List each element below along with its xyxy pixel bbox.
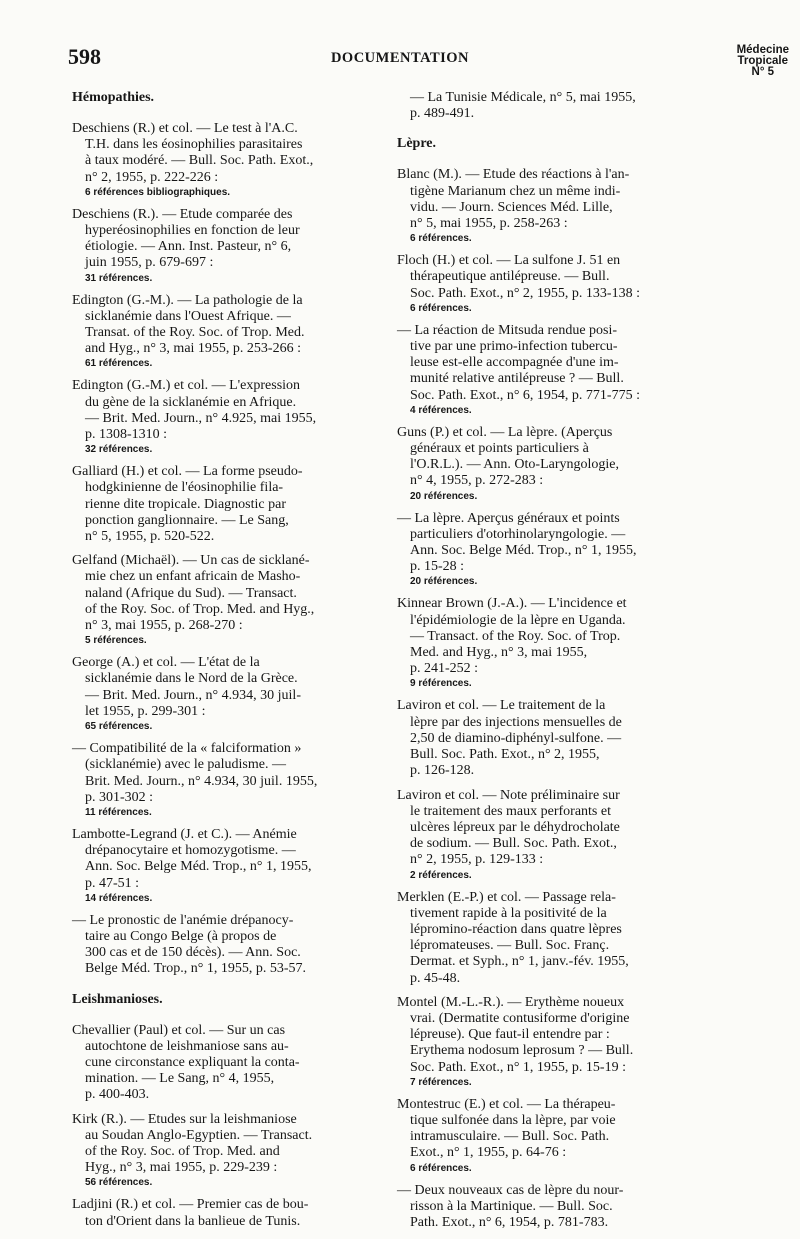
section-heading: Hémopathies. bbox=[72, 90, 155, 105]
journal-label bbox=[737, 45, 789, 78]
entry-line: du gène de la sicklanémie en Afrique. bbox=[85, 394, 297, 410]
reference-count: 65 références. bbox=[85, 721, 153, 733]
entry-line: p. 400-403. bbox=[85, 1087, 150, 1103]
entry-line: n° 5, 1955, p. 520-522. bbox=[85, 529, 215, 545]
journal-line: N° 5 bbox=[751, 66, 775, 78]
reference-count: 61 références. bbox=[85, 358, 153, 370]
entry-line: tivement rapide à la positivité de la bbox=[410, 905, 607, 921]
bibliography-entry bbox=[72, 1023, 377, 1104]
entry-first-line: — La réaction de Mitsuda rendue posi- bbox=[397, 322, 618, 338]
section-heading: Lèpre. bbox=[397, 136, 437, 152]
entry-line: p. 15-28 : bbox=[410, 559, 465, 575]
entry-line: lèpre par des injections mensuelles de bbox=[410, 714, 622, 730]
entry-line: tique sulfonée dans la lèpre, par voie bbox=[410, 1112, 616, 1128]
entry-line: lépromino-réaction dans quatre lèpres bbox=[410, 921, 622, 937]
bibliography-entry bbox=[397, 698, 702, 779]
entry-line: Soc. Path. Exot., n° 6, 1954, p. 771-775 : bbox=[410, 387, 640, 403]
bibliography-entry bbox=[72, 464, 377, 545]
entry-first-line: Edington (G.-M.) et col. — L'expression bbox=[72, 378, 301, 394]
entry-line: étiologie. — Ann. Inst. Pasteur, n° 6, bbox=[85, 239, 292, 255]
bibliography-entry bbox=[72, 1197, 377, 1229]
entry-line: risson à la Martinique. — Bull. Soc. bbox=[410, 1198, 613, 1214]
bibliography-entry bbox=[397, 425, 702, 503]
entry-line: Exot., n° 1, 1955, p. 64-76 : bbox=[410, 1145, 567, 1161]
bibliography-entry bbox=[72, 655, 377, 733]
entry-line: naland (Afrique du Sud). — Transact. bbox=[85, 585, 297, 601]
entry-first-line: Galliard (H.) et col. — La forme pseudo- bbox=[72, 464, 303, 480]
entry-line: vidu. — Journ. Sciences Méd. Lille, bbox=[410, 199, 613, 215]
reference-count: 32 références. bbox=[85, 444, 153, 456]
reference-count: 4 références. bbox=[410, 404, 472, 416]
bibliography-entry bbox=[397, 1183, 702, 1232]
entry-line: munité relative antilépreuse ? — Bull. bbox=[410, 371, 624, 387]
entry-line: Erythema nodosum leprosum ? — Bull. bbox=[410, 1043, 634, 1059]
entry-first-line: — Compatibilité de la « falciformation » bbox=[72, 741, 302, 757]
journal-line: Tropicale bbox=[737, 55, 789, 67]
bibliography-entry bbox=[397, 90, 702, 122]
reference-count: 6 références. bbox=[410, 302, 472, 314]
reference-count: 20 références. bbox=[410, 490, 478, 502]
entry-line: of the Roy. Soc. of Trop. Med. and Hyg., bbox=[85, 601, 315, 617]
reference-count: 6 références bibliographiques. bbox=[85, 186, 231, 198]
entry-line: — Brit. Med. Journ., n° 4.934, 30 juil- bbox=[85, 687, 301, 703]
entry-line: sicklanémie dans l'Ouest Afrique. — bbox=[85, 308, 291, 324]
section-heading: Leishmanioses. bbox=[72, 991, 163, 1007]
reference-count: 7 références. bbox=[410, 1076, 472, 1088]
entry-line: autochtone de leishmaniose sans au- bbox=[85, 1038, 289, 1054]
entry-line: p. 489-491. bbox=[410, 106, 475, 122]
entry-first-line: Laviron et col. — Note préliminaire sur bbox=[397, 787, 620, 803]
entry-line: Transat. of the Roy. Soc. of Trop. Med. bbox=[85, 325, 305, 341]
entry-line: leuse est-elle accompagnée d'une im- bbox=[410, 355, 619, 371]
entry-line: tigène Marianum chez un même indi- bbox=[410, 183, 621, 199]
bibliography-entry bbox=[397, 788, 702, 882]
entry-line: de sodium. — Bull. Soc. Path. Exot., bbox=[410, 836, 617, 852]
entry-first-line: Lambotte-Legrand (J. et C.). — Anémie bbox=[72, 826, 297, 842]
entry-first-line: Chevallier (Paul) et col. — Sur un cas bbox=[72, 1022, 286, 1038]
bibliography-entry bbox=[72, 378, 377, 456]
reference-count: 11 références. bbox=[85, 806, 152, 818]
entry-first-line: Ladjini (R.) et col. — Premier cas de bou- bbox=[72, 1197, 309, 1213]
entry-line: mination. — Le Sang, n° 4, 1955, bbox=[85, 1071, 275, 1087]
entry-line: Med. and Hyg., n° 3, mai 1955, bbox=[410, 645, 588, 661]
entry-line: Brit. Med. Journ., n° 4.934, 30 juil. 1955, bbox=[85, 773, 318, 789]
entry-line: n° 2, 1955, p. 222-226 : bbox=[85, 169, 219, 185]
entry-line: Ann. Soc. Belge Méd. Trop., n° 1, 1955, bbox=[85, 859, 312, 875]
entry-line: Bull. Soc. Path. Exot., n° 2, 1955, bbox=[410, 747, 600, 763]
journal-line: Médecine bbox=[736, 44, 789, 56]
bibliography-entry bbox=[72, 293, 377, 371]
bibliography-entry bbox=[397, 1097, 702, 1175]
entry-first-line: Deschiens (R.). — Etude comparée des bbox=[72, 206, 293, 222]
entry-line: cune circonstance expliquant la conta- bbox=[85, 1054, 300, 1070]
entry-line: au Soudan Anglo-Egyptien. — Transact. bbox=[85, 1127, 313, 1143]
entry-first-line: George (A.) et col. — L'état de la bbox=[72, 655, 260, 671]
reference-count: 6 références. bbox=[410, 233, 472, 245]
entry-line: Ann. Soc. Belge Méd. Trop., n° 1, 1955, bbox=[410, 543, 637, 559]
reference-count: 20 références. bbox=[410, 576, 478, 588]
entry-line: 2,50 de diamino-diphényl-sulfone. — bbox=[410, 730, 622, 746]
entry-line: taire au Congo Belge (à propos de bbox=[85, 928, 277, 944]
reference-count: 9 références. bbox=[410, 678, 472, 690]
entry-line: n° 4, 1955, p. 272-283 : bbox=[410, 473, 544, 489]
entry-line: — Transact. of the Roy. Soc. of Trop. bbox=[410, 628, 621, 644]
reference-count: 14 références. bbox=[85, 892, 153, 904]
entry-line: and Hyg., n° 3, mai 1955, p. 253-266 : bbox=[85, 341, 301, 357]
entry-line: n° 2, 1955, p. 129-133 : bbox=[410, 852, 544, 868]
entry-first-line: Kirk (R.). — Etudes sur la leishmaniose bbox=[72, 1111, 297, 1127]
bibliography-entry bbox=[72, 741, 377, 819]
entry-line: à taux modéré. — Bull. Soc. Path. Exot., bbox=[85, 153, 314, 169]
entry-line: juin 1955, p. 679-697 : bbox=[85, 255, 214, 271]
entry-line: thérapeutique antilépreuse. — Bull. bbox=[410, 269, 610, 285]
bibliography-entry bbox=[397, 596, 702, 690]
entry-line: hodgkinienne de l'éosinophilie fila- bbox=[85, 480, 284, 496]
left-column bbox=[72, 90, 377, 1238]
entry-line: lépromateuses. — Bull. Soc. Franç. bbox=[410, 938, 610, 954]
reference-count: 6 références. bbox=[410, 1162, 472, 1174]
entry-first-line: Kinnear Brown (J.-A.). — L'incidence et bbox=[397, 596, 627, 612]
entry-line: n° 3, mai 1955, p. 268-270 : bbox=[85, 618, 243, 634]
reference-count: 2 références. bbox=[410, 869, 472, 881]
entry-line: intramusculaire. — Bull. Soc. Path. bbox=[410, 1129, 610, 1145]
entry-line: Soc. Path. Exot., n° 2, 1955, p. 133-138 : bbox=[410, 285, 640, 301]
entry-first-line: — Deux nouveaux cas de lèpre du nour- bbox=[397, 1182, 624, 1198]
entry-line: ulcères lépreux par le déhydrocholate bbox=[410, 819, 620, 835]
entry-first-line: — Le pronostic de l'anémie drépanocy- bbox=[72, 912, 294, 928]
entry-first-line: Laviron et col. — Le traitement de la bbox=[397, 698, 606, 714]
entry-line: rienne dite tropicale. Diagnostic par bbox=[85, 496, 286, 512]
bibliography-entry bbox=[72, 913, 377, 978]
entry-line: sicklanémie dans le Nord de la Grèce. bbox=[85, 671, 298, 687]
bibliography-entry bbox=[72, 1112, 377, 1190]
entry-first-line: Edington (G.-M.). — La pathologie de la bbox=[72, 292, 303, 308]
page-title: DOCUMENTATION bbox=[330, 50, 470, 66]
entry-first-line: Blanc (M.). — Etude des réactions à l'an- bbox=[397, 167, 630, 183]
entry-line: Path. Exot., n° 6, 1954, p. 781-783. bbox=[410, 1214, 609, 1230]
reference-count: 5 références. bbox=[85, 635, 147, 647]
entry-line: (sicklanémie) avec le paludisme. — bbox=[85, 757, 286, 773]
reference-count: 31 références. bbox=[85, 272, 153, 284]
entry-line: lépreuse). Que faut-il entendre par : bbox=[410, 1027, 610, 1043]
bibliography-entry bbox=[397, 167, 702, 245]
entry-line: vrai. (Dermatite contusiforme d'origine bbox=[410, 1010, 630, 1026]
entry-line: ponction ganglionnaire. — Le Sang, bbox=[85, 512, 289, 528]
entry-line: l'épidémiologie de la lèpre en Uganda. bbox=[410, 612, 626, 628]
entry-first-line: — La lèpre. Aperçus généraux et points bbox=[397, 510, 620, 526]
entry-line: p. 47-51 : bbox=[85, 875, 140, 891]
entry-line: drépanocytaire et homozygotisme. — bbox=[85, 843, 296, 859]
entry-line: — La Tunisie Médicale, n° 5, mai 1955, bbox=[410, 90, 636, 105]
entry-first-line: Montel (M.-L.-R.). — Erythème noueux bbox=[397, 994, 625, 1010]
entry-first-line: Floch (H.) et col. — La sulfone J. 51 en bbox=[397, 253, 621, 269]
entry-line: ton d'Orient dans la banlieue de Tunis. bbox=[85, 1213, 301, 1229]
bibliography-entry bbox=[397, 253, 702, 315]
entry-line: p. 241-252 : bbox=[410, 661, 479, 677]
entry-line: mie chez un enfant africain de Masho- bbox=[85, 569, 301, 585]
entry-first-line: Merklen (E.-P.) et col. — Passage rela- bbox=[397, 889, 616, 905]
entry-first-line: Guns (P.) et col. — La lèpre. (Aperçus bbox=[397, 424, 613, 440]
entry-line: tive par une primo-infection tubercu- bbox=[410, 339, 618, 355]
entry-line: n° 5, mai 1955, p. 258-263 : bbox=[410, 216, 568, 232]
bibliography-entry bbox=[397, 890, 702, 987]
entry-line: Hyg., n° 3, mai 1955, p. 229-239 : bbox=[85, 1160, 278, 1176]
entry-line: T.H. dans les éosinophilies parasitaires bbox=[85, 137, 303, 153]
entry-line: Dermat. et Syph., n° 1, janv.-fév. 1955, bbox=[410, 954, 629, 970]
entry-line: 300 cas et de 150 décès). — Ann. Soc. bbox=[85, 945, 301, 961]
entry-line: hyperéosinophilies en fonction de leur bbox=[85, 223, 300, 239]
entry-first-line: Montestruc (E.) et col. — La thérapeu- bbox=[397, 1096, 616, 1112]
page-number: 598 bbox=[68, 44, 101, 69]
bibliography-entry bbox=[397, 995, 702, 1089]
right-column bbox=[397, 90, 702, 1239]
entry-line: particuliers d'otorhinolaryngologie. — bbox=[410, 526, 626, 542]
bibliography-entry bbox=[72, 827, 377, 905]
entry-line: l'O.R.L.). — Ann. Oto-Laryngologie, bbox=[410, 457, 619, 473]
entry-line: généraux et points particuliers à bbox=[410, 441, 589, 457]
entry-first-line: Gelfand (Michaël). — Un cas de sicklané- bbox=[72, 553, 310, 569]
entry-line: p. 45-48. bbox=[410, 970, 461, 986]
entry-line: p. 301-302 : bbox=[85, 789, 154, 805]
bibliography-entry bbox=[397, 511, 702, 589]
bibliography-entry bbox=[72, 553, 377, 647]
entry-line: p. 126-128. bbox=[410, 763, 475, 779]
entry-line: let 1955, p. 299-301 : bbox=[85, 703, 206, 719]
entry-line: of the Roy. Soc. of Trop. Med. and bbox=[85, 1143, 280, 1159]
entry-line: — Brit. Med. Journ., n° 4.925, mai 1955, bbox=[85, 410, 317, 426]
bibliography-entry bbox=[397, 323, 702, 417]
entry-line: le traitement des maux perforants et bbox=[410, 803, 611, 819]
entry-first-line: Deschiens (R.) et col. — Le test à l'A.C. bbox=[72, 121, 298, 136]
entry-line: Soc. Path. Exot., n° 1, 1955, p. 15-19 : bbox=[410, 1059, 626, 1075]
reference-count: 56 références. bbox=[85, 1177, 153, 1189]
entry-line: Belge Méd. Trop., n° 1, 1955, p. 53-57. bbox=[85, 961, 307, 977]
bibliography-entry bbox=[72, 121, 377, 199]
entry-line: p. 1308-1310 : bbox=[85, 427, 168, 443]
bibliography-entry bbox=[72, 207, 377, 285]
